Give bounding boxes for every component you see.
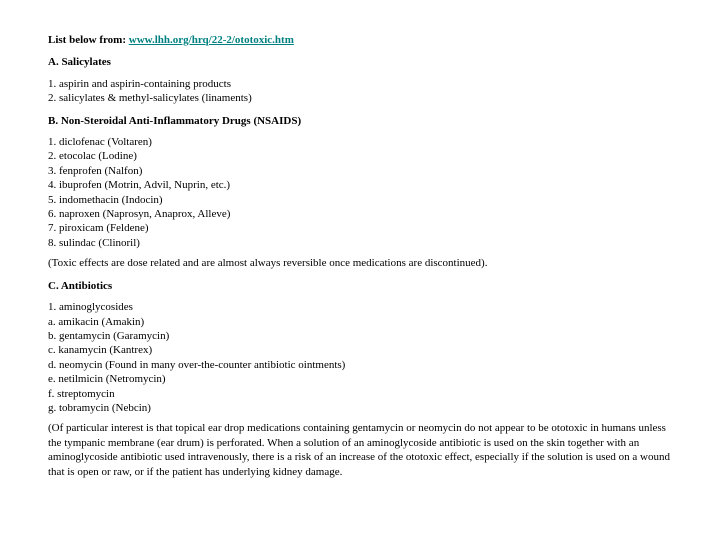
section-a-list <box>48 77 678 106</box>
list-item: 1. aspirin and aspirin-containing products <box>48 77 231 90</box>
list-item: b. gentamycin (Garamycin) <box>48 329 170 342</box>
section-c-heading: C. Antibiotics <box>48 279 113 292</box>
section-b-note: (Toxic effects are dose related and are almost always reversible once medications are discontinued). <box>48 257 488 270</box>
list-item: 1. diclofenac (Voltaren) <box>48 136 152 149</box>
list-item: 2. salicylates & methyl-salicylates (linaments) <box>48 92 252 105</box>
source-line <box>48 33 678 47</box>
list-item: 6. naproxen (Naprosyn, Anaprox, Alleve) <box>48 208 231 221</box>
section-b-heading: B. Non-Steroidal Anti-Inflammatory Drugs (NSAIDS) <box>48 114 302 127</box>
list-item: c. kanamycin (Kantrex) <box>48 344 153 357</box>
list-item: a. amikacin (Amakin) <box>48 315 145 328</box>
section-a-heading: A. Salicylates <box>48 56 111 69</box>
list-item: d. neomycin (Found in many over-the-counter antibiotic ointments) <box>48 358 346 371</box>
section-b-list <box>48 135 678 250</box>
list-item: 3. fenprofen (Nalfon) <box>48 164 143 177</box>
list-item: g. tobramycin (Nebcin) <box>48 401 151 414</box>
list-item: 2. etocolac (Lodine) <box>48 150 137 163</box>
list-item: 4. ibuprofen (Motrin, Advil, Nuprin, etc.) <box>48 179 231 192</box>
document <box>48 33 678 479</box>
section-c-list <box>48 300 678 415</box>
list-item: 7. piroxicam (Feldene) <box>48 222 149 235</box>
list-item: 1. aminoglycosides <box>48 301 133 314</box>
list-item: 5. indomethacin (Indocin) <box>48 193 163 206</box>
list-item: e. netilmicin (Netromycin) <box>48 373 166 386</box>
source-link[interactable]: www.lhh.org/hrq/22-2/ototoxic.htm <box>128 34 294 46</box>
source-label: List below from: <box>48 34 129 46</box>
list-item: f. streptomycin <box>48 387 115 400</box>
list-item: 8. sulindac (Clinoril) <box>48 236 140 249</box>
section-c-note: (Of particular interest is that topical ear drop medications containing gentamycin or neomycin do not appear to be ototoxic in humans unless the tympanic membrane (ear drum) is perforated. When a solution of an aminoglycoside antibiotic is used on the skin together with an aminoglycoside antibiotic used intravenously, there is a risk of an increase of the ototoxic effect, especially if the solution is used on a wound that is open or raw, or if the patient has underlying kidney damage. <box>48 422 670 478</box>
